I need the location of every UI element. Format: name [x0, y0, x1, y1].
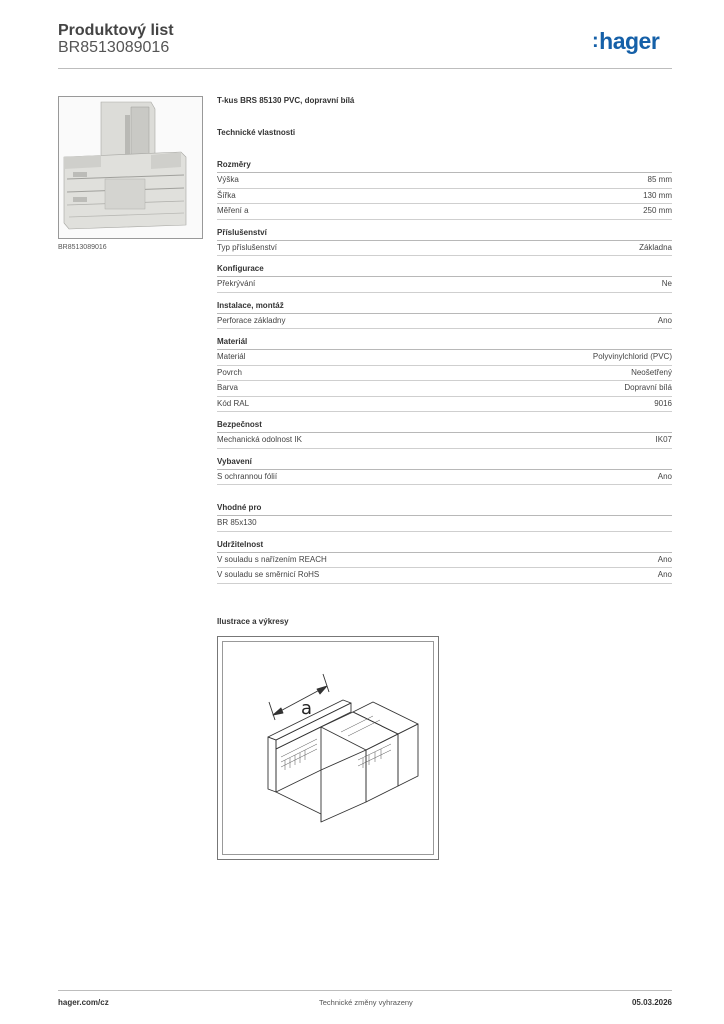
property-value: Ano — [657, 570, 672, 579]
property-label: Měření a — [217, 206, 249, 215]
property-label: Šířka — [217, 190, 236, 200]
section-title: Materiál — [217, 335, 672, 350]
property-value: 130 mm — [643, 190, 672, 200]
section-sustainability — [217, 538, 672, 584]
property-label: Překrývání — [217, 279, 256, 288]
property-row — [217, 277, 672, 293]
illustrations-heading: Ilustrace a výkresy — [217, 617, 289, 626]
header-divider — [58, 68, 672, 69]
tee-drawing-svg — [223, 642, 433, 854]
property-row — [217, 397, 672, 413]
property-row — [217, 204, 672, 220]
property-value: IK07 — [655, 435, 672, 444]
section-accessories — [217, 226, 672, 257]
property-value: Dopravní bílá — [624, 383, 672, 392]
section-title: Udržitelnost — [217, 538, 672, 553]
property-value: Ne — [661, 279, 672, 288]
dimension-label-a: a — [301, 698, 313, 719]
drawing-inner-border — [222, 641, 434, 855]
technical-drawing — [217, 636, 439, 860]
property-label: Mechanická odolnost IK — [217, 435, 302, 444]
product-name: T-kus BRS 85130 PVC, dopravní bílá — [217, 96, 355, 105]
section-equipment — [217, 455, 672, 486]
property-row — [217, 516, 672, 532]
property-label: Výška — [217, 175, 239, 184]
section-title: Konfigurace — [217, 262, 672, 277]
logo-dots: : — [592, 30, 599, 52]
property-row — [217, 173, 672, 189]
property-row — [217, 433, 672, 449]
property-value: Základna — [639, 242, 672, 252]
property-row — [217, 381, 672, 397]
property-label: Barva — [217, 383, 238, 392]
section-installation — [217, 299, 672, 330]
property-label: V souladu s nařízením REACH — [217, 554, 327, 564]
section-title: Instalace, montáž — [217, 299, 672, 314]
product-properties — [217, 96, 672, 590]
property-value: Ano — [657, 554, 672, 564]
property-row — [217, 350, 672, 366]
property-value: Neošetřený — [631, 367, 672, 377]
section-configuration — [217, 262, 672, 293]
property-row — [217, 314, 672, 330]
property-label: Typ příslušenství — [217, 242, 278, 252]
property-value: 250 mm — [643, 206, 672, 215]
property-value: Ano — [657, 315, 672, 325]
property-label: Materiál — [217, 352, 246, 361]
page-title: Produktový list — [58, 22, 174, 39]
product-photo — [58, 96, 203, 239]
property-label: Kód RAL — [217, 398, 250, 408]
section-suitable-for — [217, 501, 672, 532]
property-value: Polyvinylchlorid (PVC) — [592, 352, 672, 361]
section-title: Bezpečnost — [217, 418, 672, 433]
footer-divider — [58, 990, 672, 991]
product-code: BR8513089016 — [58, 39, 170, 56]
property-row — [217, 568, 672, 584]
property-label: BR 85x130 — [217, 518, 257, 527]
property-row — [217, 189, 672, 205]
footer-date: 05.03.2026 — [631, 998, 672, 1007]
property-label: V souladu se směrnicí RoHS — [217, 570, 320, 579]
logo-text: hager — [599, 28, 660, 54]
technical-properties-heading: Technické vlastnosti — [217, 128, 296, 137]
property-value: 85 mm — [647, 175, 672, 184]
section-title: Příslušenství — [217, 226, 672, 241]
section-title: Rozměry — [217, 158, 672, 173]
property-value: 9016 — [654, 398, 672, 408]
property-label: Perforace základny — [217, 315, 286, 325]
property-label: S ochrannou fólií — [217, 471, 278, 481]
property-value: Ano — [657, 471, 672, 481]
photo-caption: BR8513089016 — [58, 244, 107, 251]
property-row — [217, 553, 672, 569]
section-title: Vybavení — [217, 455, 672, 470]
property-row — [217, 366, 672, 382]
property-row — [217, 470, 672, 486]
footer-website-link[interactable]: hager.com/cz — [58, 998, 109, 1007]
property-label: Povrch — [217, 367, 242, 377]
section-material — [217, 335, 672, 412]
section-dimensions — [217, 158, 672, 220]
section-safety — [217, 418, 672, 449]
property-row — [217, 241, 672, 257]
footer-note: Technické změny vyhrazeny — [319, 998, 413, 1007]
hager-logo — [592, 28, 659, 55]
section-title: Vhodné pro — [217, 501, 672, 516]
